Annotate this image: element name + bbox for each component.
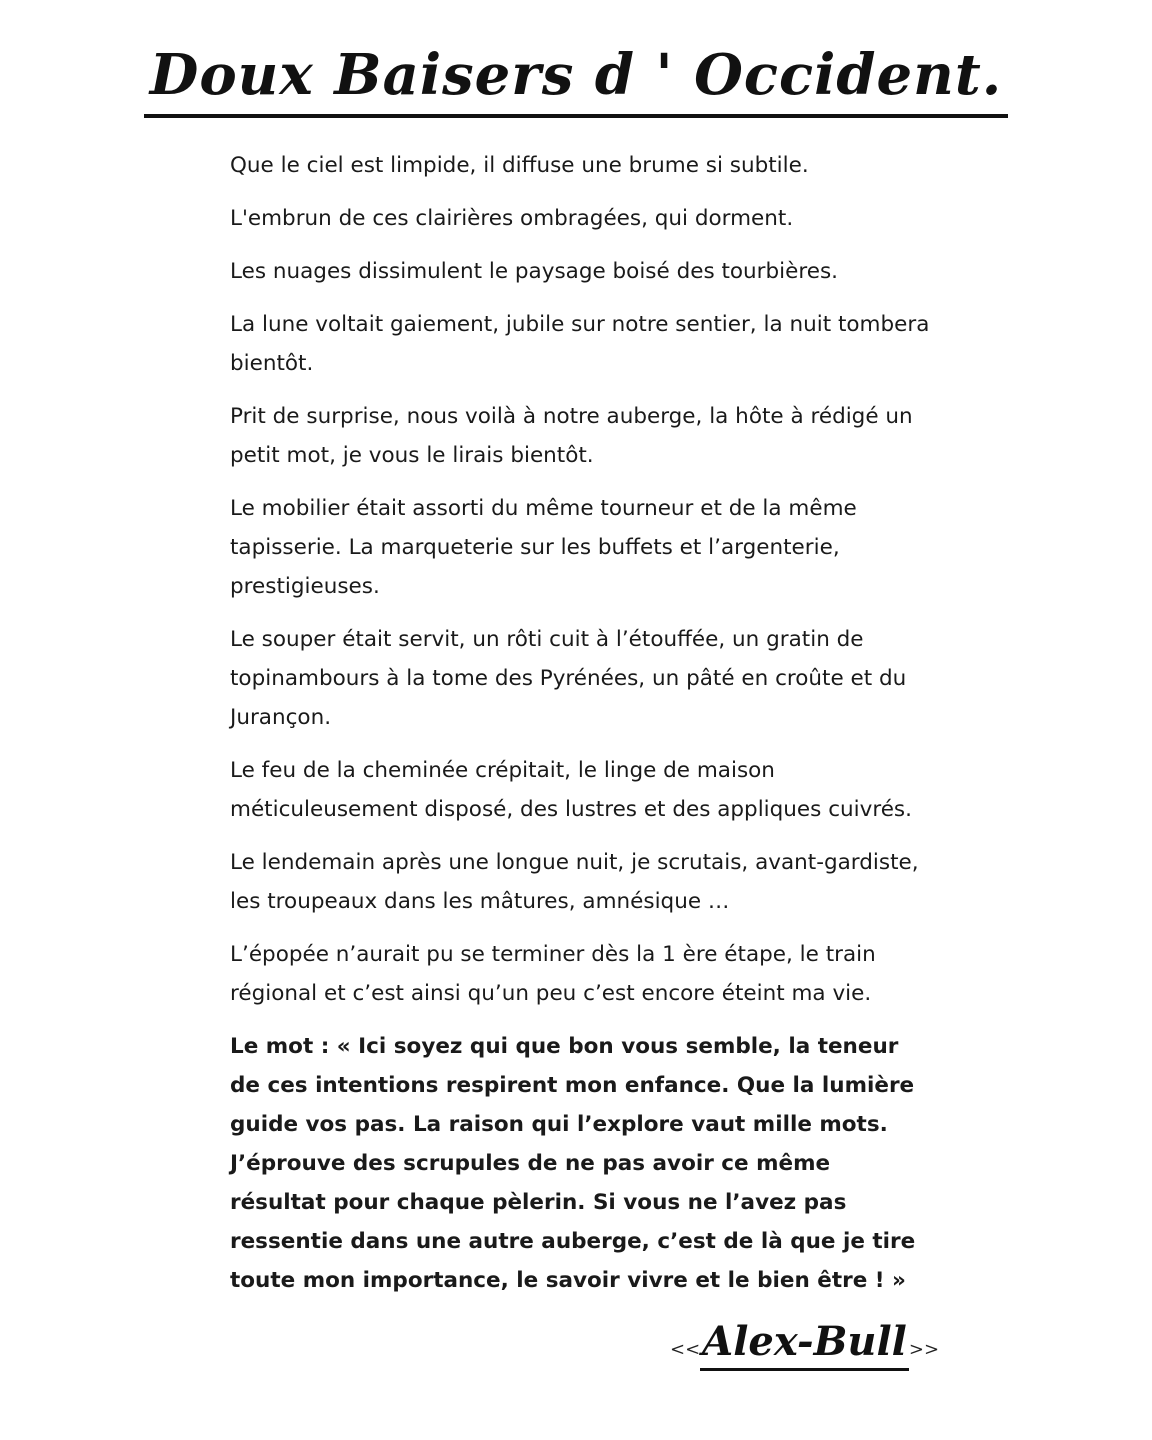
paragraph: Le souper était servit, un rôti cuit à l’étouffée, un gratin de topinambours à la tome des Pyrénées, un pâté en croûte et du Jurançon. xyxy=(230,627,907,730)
paragraph: Le lendemain après une longue nuit, je scrutais, avant-gardiste, les troupeaux dans les mâtures, amnésique … xyxy=(230,850,919,914)
signature-name: Alex-Bull xyxy=(700,1318,909,1371)
paragraph: L'embrun de ces clairières ombragées, qui dorment. xyxy=(230,206,794,231)
document-title: Doux Baisers d ' Occident. xyxy=(144,40,1009,118)
paragraph: Que le ciel est limpide, il diffuse une brume si subtile. xyxy=(230,153,809,178)
paragraph: Le mobilier était assorti du même tourneur et de la même tapisserie. La marqueterie sur les buffets et l’argenterie, prestigieuses. xyxy=(230,496,857,599)
poem-body xyxy=(230,146,930,1314)
paragraph: La lune voltait gaiement, jubile sur notre sentier, la nuit tombera bientôt. xyxy=(230,312,930,376)
paragraph: L’épopée n’aurait pu se terminer dès la 1 ère étape, le train régional et c’est ainsi qu’un peu c’est encore éteint ma vie. xyxy=(230,942,876,1006)
host-note-paragraph: Le mot : « Ici soyez qui que bon vous semble, la teneur de ces intentions respirent mon enfance. Que la lumière guide vos pas. La raison qui l’explore vaut mille mots. J’éprouve des scrupules de ne pas avoir ce même résultat pour chaque pèlerin. Si vous ne l’avez pas ressentie dans une autre auberge, c’est de là que je tire toute mon importance, le savoir vivre et le bien être ! » xyxy=(230,1034,916,1293)
paragraph: Prit de surprise, nous voilà à notre auberge, la hôte à rédigé un petit mot, je vous le lirais bientôt. xyxy=(230,404,913,468)
paragraph: Les nuages dissimulent le paysage boisé des tourbières. xyxy=(230,259,839,284)
signature-prefix: << xyxy=(670,1339,701,1360)
document-title-block xyxy=(0,40,1152,118)
signature xyxy=(670,1318,940,1371)
signature-suffix: >> xyxy=(908,1339,940,1360)
paragraph: Le feu de la cheminée crépitait, le linge de maison méticuleusement disposé, des lustres et des appliques cuivrés. xyxy=(230,758,912,822)
